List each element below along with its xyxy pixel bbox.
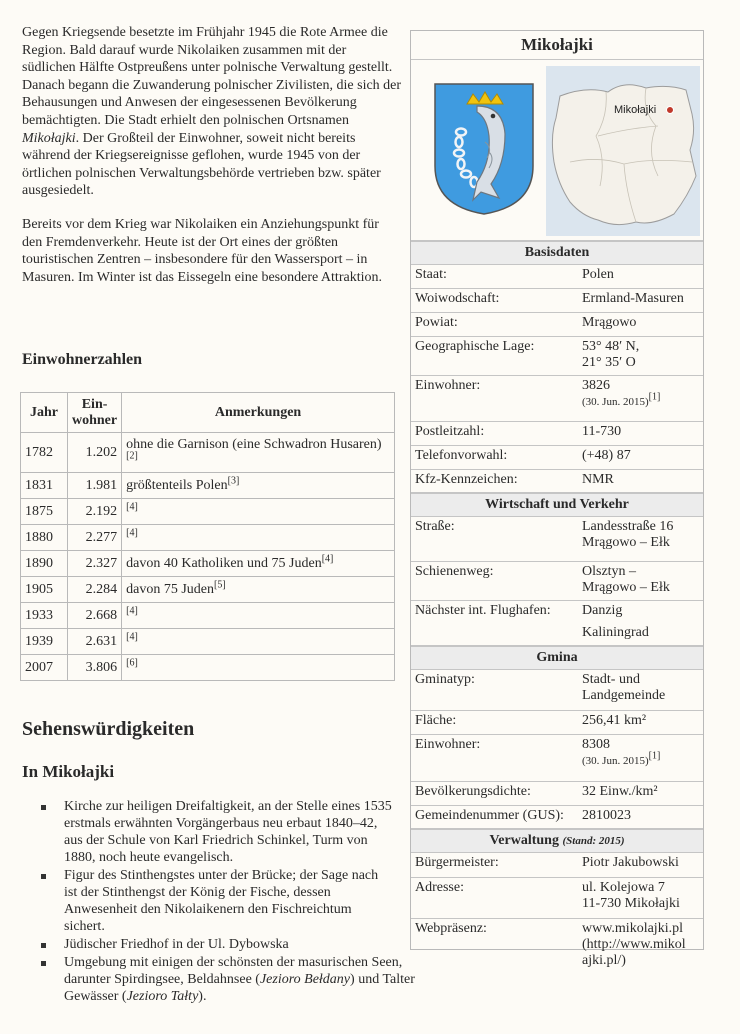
col-notes: Anmerkungen	[122, 393, 395, 433]
row-dichte: Bevölkerungsdichte: 32 Einw./km²	[411, 782, 703, 806]
infobox	[410, 30, 704, 968]
row-kfz: Kfz-Kennzeichen: NMR	[411, 470, 703, 493]
coat-of-arms-icon	[433, 82, 535, 216]
population-table	[20, 392, 395, 681]
table-row: 2007 3.806 [6]	[21, 655, 395, 681]
footnote-link[interactable]: [4]	[126, 526, 138, 538]
row-gmina-einwohner: Einwohner: 8308 (30. Jun. 2015)[1]	[411, 735, 703, 782]
table-row: 1905 2.284 davon 75 Juden[5]	[21, 577, 395, 603]
list-item: Kirche zur heiligen Dreifaltigkeit, an der Stelle eines 1535 erstmals erwähnten Vorgängerbaus neu erbaut 1840–42, aus der Schule von Karl Friedrich Schinkel, Turm von 1880, noch heute evangelisch.	[22, 798, 662, 866]
section-verwaltung: Verwaltung (Stand: 2015)	[411, 829, 703, 853]
list-item: Figur des Stinthengstes unter der Brücke; der Sage nach ist der Stinthengst der König der Fische, dessen Anwesenheit den Nikolaikenern den Fischreichtum sichert.	[22, 867, 662, 935]
list-item: Jüdischer Friedhof in der Ul. Dybowska	[22, 936, 662, 953]
table-row: 1782 1.202 ohne die Garnison (eine Schwadron Husaren)[2]	[21, 433, 395, 473]
section-gmina: Gmina	[411, 646, 703, 670]
infobox-images	[411, 60, 703, 241]
footnote-link[interactable]: [4]	[126, 630, 138, 642]
row-flaeche: Fläche: 256,41 km²	[411, 711, 703, 735]
map-label: Mikołajki	[614, 104, 657, 116]
footnote-link[interactable]: [4]	[126, 604, 138, 616]
footnote-link[interactable]: [2]	[126, 449, 138, 461]
row-strasse: Straße: Landesstraße 16 Mrągowo – Ełk	[411, 517, 703, 562]
table-row: 1939 2.631 [4]	[21, 629, 395, 655]
row-powiat: Powiat: Mrągowo	[411, 313, 703, 337]
col-year: Jahr	[21, 393, 68, 433]
footnote-link[interactable]: [5]	[214, 578, 226, 590]
intro-text	[22, 24, 402, 302]
row-webpraesenz: Webpräsenz: www.mikolajki.pl (http://www.mikol ajki.pl/)	[411, 919, 703, 975]
col-population: Ein- wohner	[68, 393, 122, 433]
row-tel: Telefonvorwahl: (+48) 87	[411, 446, 703, 470]
section-basisdaten: Basisdaten	[411, 241, 703, 265]
link[interactable]: Landesstraße 16	[582, 519, 674, 534]
row-buergermeister: Bürgermeister: Piotr Jakubowski	[411, 853, 703, 878]
row-staat: Staat: Polen	[411, 265, 703, 289]
intro-paragraph-2: Bereits vor dem Krieg war Nikolaiken ein Anziehungspunkt für den Fremdenverkehr. Heute ist der Ort eines der größten touristischen Zentren – insbesondere für den Wassersport – in Masuren. Im Winter ist das Eissegeln eine besondere Attraktion.	[22, 216, 382, 285]
sights-heading: Sehenswürdigkeiten	[22, 718, 195, 740]
row-woiwodschaft: Woiwodschaft: Ermland-Masuren	[411, 289, 703, 313]
footnote-link[interactable]: [6]	[126, 656, 138, 668]
row-einwohner: Einwohner: 3826 (30. Jun. 2015)[1]	[411, 376, 703, 422]
footnote-link[interactable]: [4]	[321, 552, 334, 564]
footnote-link[interactable]: [1]	[648, 750, 661, 762]
row-schienenweg: Schienenweg: Olsztyn – Mrągowo – Ełk	[411, 562, 703, 601]
table-row: 1875 2.192 [4]	[21, 499, 395, 525]
sights-subheading: In Mikołajki	[22, 762, 115, 781]
location-marker-icon	[667, 107, 674, 114]
table-row: 1890 2.327 davon 40 Katholiken und 75 Juden[4]	[21, 551, 395, 577]
table-row: 1880 2.277 [4]	[21, 525, 395, 551]
population-heading: Einwohnerzahlen	[22, 351, 143, 368]
row-flughafen: Nächster int. Flughafen: Danzig Kaliningrad	[411, 601, 703, 646]
infobox-title: Mikołajki	[411, 31, 703, 60]
row-gus: Gemeindenummer (GUS): 2810023	[411, 806, 703, 829]
section-wirtschaft: Wirtschaft und Verkehr	[411, 493, 703, 517]
website-link[interactable]: www.mikolajki.pl (http://www.mikol ajki.pl/)	[582, 921, 686, 968]
row-geo: Geographische Lage: 53° 48′ N, 21° 35′ O	[411, 337, 703, 376]
row-adresse: Adresse: ul. Kolejowa 7 11-730 Mikołajki	[411, 878, 703, 919]
footnote-link[interactable]: [1]	[648, 391, 661, 403]
table-row: 1831 1.981 größtenteils Polen[3]	[21, 473, 395, 499]
table-row: 1933 2.668 [4]	[21, 603, 395, 629]
list-item: Umgebung mit einigen der schönsten der masurischen Seen, darunter Spirdingsee, Beldahnsee (Jezioro Bełdany) und Talter Gewässer (Jezioro Tałty).	[22, 954, 662, 1005]
row-gminatyp: Gminatyp: Stadt- und Landgemeinde	[411, 670, 703, 711]
row-plz: Postleitzahl: 11-730	[411, 422, 703, 446]
footnote-link[interactable]: [3]	[227, 474, 240, 486]
locator-map	[546, 66, 700, 236]
intro-paragraph-1: Gegen Kriegsende besetzte im Frühjahr 1945 die Rote Armee die Region. Bald darauf wurde Nikolaiken zusammen mit der südlichen Hälfte Ostpreußens unter polnische Verwaltung gestellt. Danach begann die Zuwanderung polnischer Zivilisten, die sich der Behausungen und Anwesen der eingesessenen Bevölkerung bemächtigten. Die Stadt erhielt den polnischen Ortsnamen Mikołajki. Der Großteil der Einwohner, soweit nicht bereits während der Kriegsereignisse geflohen, wurde 1945 von der örtlichen polnischen Verwaltungsbehörde vertrieben bzw. später ausgesiedelt.	[22, 25, 402, 199]
table-header-row	[21, 393, 395, 433]
footnote-link[interactable]: [4]	[126, 500, 138, 512]
